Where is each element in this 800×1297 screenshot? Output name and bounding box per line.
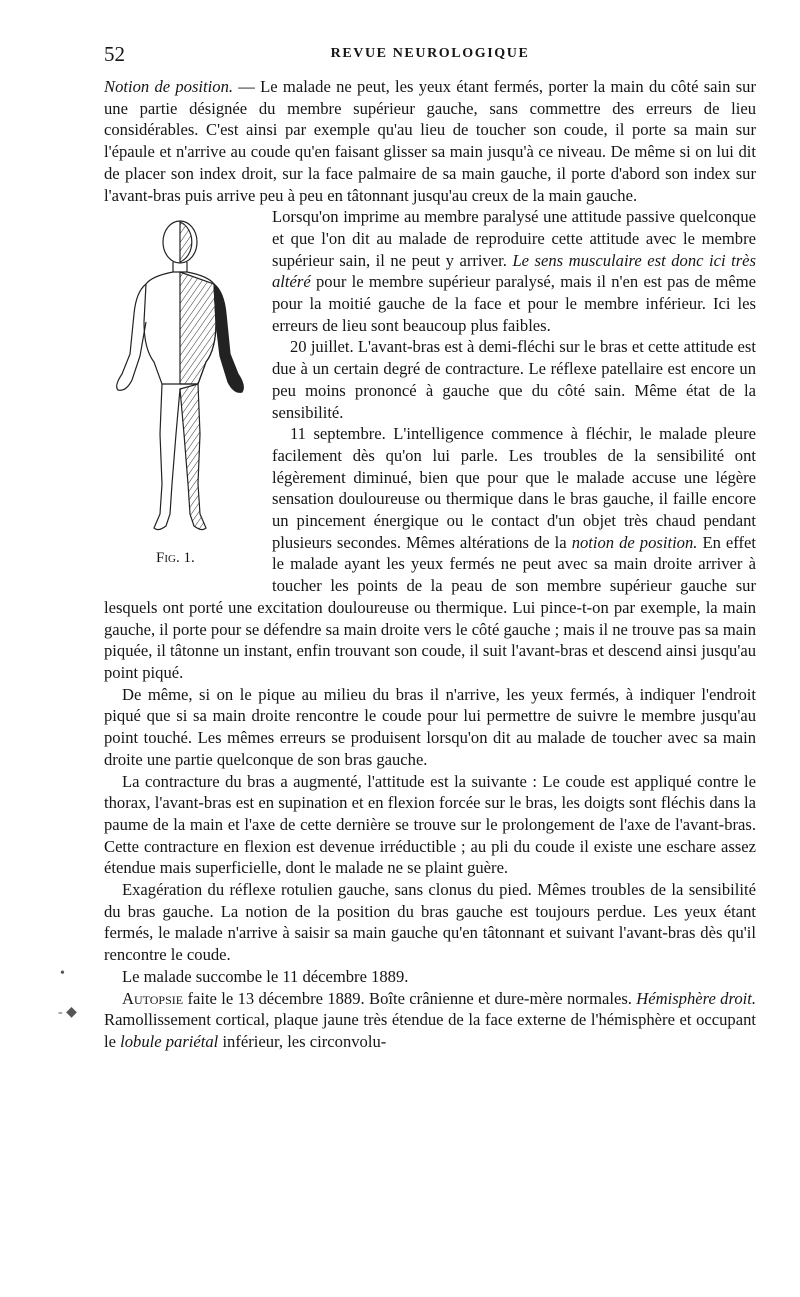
page-number: 52	[104, 42, 125, 66]
running-title: REVUE NEUROLOGIQUE	[330, 46, 530, 61]
page-header	[104, 42, 756, 68]
paragraph-notion-position: Notion de position. — Le malade ne peut, les yeux étant fermés, porter la main du côté sain sur une partie désignée du membre supérieur gauche, sans commettre des erreurs de lieu considérables. C'est ainsi par exemple qu'au lieu de toucher son coude, il porte sa main sur l'épaule et n'arrive au coude qu'en faisant glisser sa main jusqu'à ce niveau. De même si on lui dit de placer son index droit, sur la face palmaire de sa main gauche, il porte d'abord son index sur l'avant-bras puis arrive peu à peu en tâtonnant jusqu'au creux de la main gauche.	[104, 77, 756, 205]
paragraph-lead: Notion de position.	[104, 77, 234, 96]
paragraph-20-juillet: 20 juillet. L'avant-bras est à demi-fléchi sur le bras et cette attitude est due à un certain degré de contracture. Le réflexe patellaire est encore un peu moins prononcé à gauche que du côté sain. Même état de la sensibilité.	[272, 337, 756, 422]
paragraph-11-septembre: 11 septembre. L'intelligence commence à fléchir, le malade pleure facilement dès qu'on lui parle. Les troubles de la sensibilité ont légèrement diminué, bien que pour que le malade accuse une légère sensation douloureuse ou thermique dans le bras gauche, il faille encore un pincement énergique ou le contact d'un objet très chaud pendant plusieurs secondes. Mêmes altérations de la notion de position. En effet le malade ayant les yeux fermés ne peut avec sa main droite arriver à toucher les points de la peau de son membre supérieur gauche sur lesquels ont porté une excitation douloureuse ou thermique. Lui pince-t-on par exemple, la main gauche, il porte pour se défendre sa main droite vers le côté gauche ; mais il ne trouve pas sa main piquée, il tâtonne un instant, enfin trouvant son coude, il suit l'avant-bras et descend ainsi jusqu'au point piqué.	[104, 424, 756, 682]
paragraph-autopsie: Autopsie faite le 13 décembre 1889. Boîte crânienne et dure-mère normales. Hémisphère droit. Ramollissement cortical, plaque jaune très étendue de la face externe de l'hémisphère et occupant le lobule pariétal inférieur, les circonvolu-	[104, 988, 756, 1051]
figure-caption: Fig. 1.	[156, 550, 195, 567]
figure-1	[102, 214, 258, 586]
page-body	[104, 76, 756, 1053]
paragraph-deces: Le malade succombe le 11 décembre 1889.	[122, 966, 409, 986]
margin-dot: •	[60, 966, 65, 981]
paragraph-sens-musculaire: Lorsqu'on imprime au membre paralysé une attitude passive quelconque et que l'on dit au malade de reproduire cette attitude avec le membre supérieur sain, il ne peut y arriver. Le sens musculaire est donc ici très altéré pour le membre supérieur paralysé, mais il n'en est pas de même pour la moitié gauche de la face et pour le membre inférieur. Ici les erreurs de lieu sont beaucoup plus faibles.	[272, 207, 756, 335]
paragraph-contracture: La contracture du bras a augmenté, l'attitude est la suivante : Le coude est appliqué contre le thorax, l'avant-bras est en supination et en flexion forcée sur le bras, les doigts sont fléchis dans la paume de la main et l'axe de cette dernière se trouve sur le prolongement de l'axe de l'avant-bras. Cette contracture en flexion est devenue irréductible ; au pli du coude il existe une eschare assez étendue mais superficielle, dont le malade ne se plaint guère.	[104, 771, 756, 878]
paragraph-exageration: Exagération du réflexe rotulien gauche, sans clonus du pied. Mêmes troubles de la sensibilité du bras gauche. La notion de la position du bras gauche est toujours perdue. Les yeux étant fermés, le malade n'arrive à saisir sa main gauche qu'en tâtonnant et suivant l'avant-bras dès qu'il rencontre le coude.	[104, 880, 756, 965]
margin-mark: - ◆	[58, 1005, 77, 1020]
paragraph-de-meme: De même, si on le pique au milieu du bras il n'arrive, les yeux fermés, à indiquer l'endroit piqué que si sa main droite rencontre le coude pour lui permettre de suivre le membre jusqu'au point touché. Les mêmes erreurs se produisent lorsqu'on dit au malade de toucher avec sa main droite une partie quelconque de son bras gauche.	[104, 684, 756, 769]
body-figure-illustration	[102, 214, 258, 544]
